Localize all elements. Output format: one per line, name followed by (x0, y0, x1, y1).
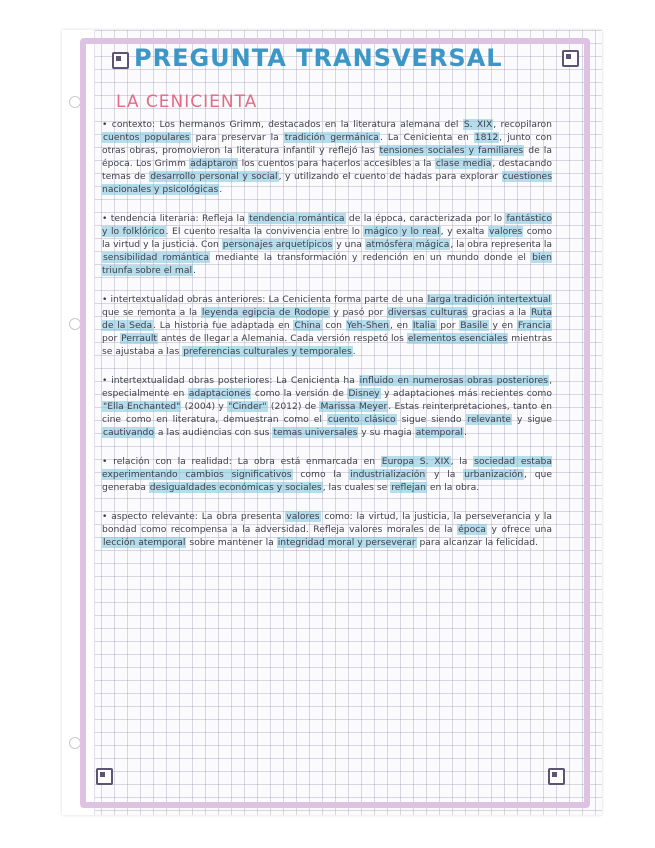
highlighted-text: cuentos populares (103, 132, 190, 143)
body-text: y ofrece una (486, 524, 553, 535)
highlighted-text: Italia (412, 320, 436, 331)
highlighted-text: China (294, 320, 321, 331)
punch-hole (69, 96, 81, 108)
highlighted-text: Yeh-Shen (346, 320, 389, 331)
notes-body (102, 118, 552, 565)
highlighted-text: Marissa Meyer (320, 401, 388, 412)
body-text: . (352, 346, 356, 357)
bullet-icon: • (102, 213, 111, 224)
highlighted-text: atmósfera mágica (365, 239, 450, 250)
body-text: antes de llegar a Alemania. Cada versión respetó los (158, 333, 407, 344)
body-text: Refleja la (198, 213, 249, 224)
highlighted-text: desigualdades económicas y sociales (149, 482, 322, 493)
highlighted-text: sociedad estaba experimentando cambios significativos (102, 456, 552, 480)
note-section (102, 118, 552, 196)
section-label: relación con la realidad: (113, 456, 232, 467)
body-text: . El cuento resalta la convivencia entre lo (165, 226, 364, 237)
body-text: como: la virtud, la justicia, la perseverancia y la bondad como recompensa a la adversidad. Refleja valores morales de la (102, 511, 552, 535)
body-text: . (463, 427, 467, 438)
body-text: para alcanzar la felicidad. (416, 537, 538, 548)
body-text: La obra está enmarcada en (231, 456, 381, 467)
body-text: (2012) de (267, 401, 320, 412)
body-text: La Cenicienta ha (272, 375, 359, 386)
body-text: La obra presenta (197, 511, 286, 522)
highlighted-text: adaptaron (190, 158, 238, 169)
body-text: . Estas reinterpretaciones, tanto en cine como en literatura, demuestran como el (102, 401, 552, 425)
highlighted-text: valores (488, 226, 523, 237)
body-text: Los hermanos Grimm, destacados en la literatura alemana del (155, 119, 463, 130)
highlighted-text: Europa S. XIX (381, 456, 450, 467)
body-text: y la (426, 469, 464, 480)
body-text: , que generaba (102, 469, 552, 493)
highlighted-text: urbanización (464, 469, 524, 480)
highlighted-text: sensibilidad romántica (103, 252, 209, 263)
highlighted-text: clase media (435, 158, 492, 169)
highlighted-text: tradición germánica (284, 132, 379, 143)
body-text: y su magia (358, 427, 415, 438)
page-subtitle: LA CENICIENTA (116, 92, 258, 112)
section-label: contexto: (111, 119, 156, 130)
body-text: en la obra. (426, 482, 480, 493)
section-label: intertextualidad obras posteriores: (111, 375, 273, 386)
bullet-icon: • (102, 456, 114, 467)
highlighted-text: larga tradición intertextual (427, 294, 551, 305)
body-text: y una (333, 239, 365, 250)
highlighted-text: fantástico y lo folklórico (102, 213, 552, 237)
corner-marker-icon (562, 50, 579, 67)
body-text: con (321, 320, 346, 331)
body-text: , y utilizando el cuento de hadas para explorar (278, 171, 502, 182)
body-text: por (436, 320, 460, 331)
body-text: , y exalta (440, 226, 488, 237)
section-label: tendencia literaria: (110, 213, 199, 224)
highlighted-text: diversas culturas (387, 307, 468, 318)
section-label: intertextualidad obras anteriores: (110, 294, 266, 305)
highlighted-text: Francia (517, 320, 551, 331)
note-section (102, 293, 552, 358)
body-text: a las audiencias con sus (155, 427, 273, 438)
body-text: , la obra representa la (450, 239, 552, 250)
section-label: aspecto relevante: (111, 511, 198, 522)
highlighted-text: "Ella Enchanted" (103, 401, 181, 412)
highlighted-text: elementos esenciales (407, 333, 508, 344)
highlighted-text: bien triunfa sobre el mal (102, 252, 552, 276)
highlighted-text: Ruta de la Seda (102, 307, 552, 331)
body-text: como la (292, 469, 350, 480)
binding-strip (62, 30, 95, 815)
body-text: gracias a la (468, 307, 530, 318)
highlighted-text: relevante (467, 414, 511, 425)
body-text: mientras se ajustaba a las (102, 333, 552, 357)
corner-marker-icon (96, 768, 113, 785)
highlighted-text: "Cinder" (228, 401, 267, 412)
body-text: como la versión de (251, 388, 348, 399)
body-text: . La historia fue adaptada en (153, 320, 294, 331)
punch-hole (69, 737, 81, 749)
highlighted-text: temas universales (273, 427, 358, 438)
body-text: los cuentos para hacerlos accesibles a la (238, 158, 435, 169)
body-text: y pasó por (329, 307, 387, 318)
body-text: de la época. Los Grimm (102, 145, 552, 169)
body-text: y en (488, 320, 517, 331)
bullet-icon: • (102, 119, 112, 130)
highlighted-text: S. XIX (463, 119, 493, 130)
highlighted-text: Disney (348, 388, 380, 399)
highlighted-text: valores (286, 511, 320, 522)
highlighted-text: adaptaciones (188, 388, 251, 399)
body-text: , especialmente en (102, 375, 553, 399)
body-text: , la (450, 456, 474, 467)
highlighted-text: lección atemporal (103, 537, 186, 548)
highlighted-text: industrialización (350, 469, 426, 480)
note-section (102, 455, 552, 494)
highlighted-text: mágico y lo real (364, 226, 440, 237)
corner-marker-icon (548, 768, 565, 785)
body-text: sobre mantener la (186, 537, 277, 548)
body-text: , destacando temas de (102, 158, 552, 182)
highlighted-text: Perrault (121, 333, 158, 344)
body-text: (2004) y (181, 401, 228, 412)
bullet-icon: • (102, 375, 112, 386)
highlighted-text: cautivando (103, 427, 155, 438)
body-text: , en (389, 320, 412, 331)
bullet-icon: • (102, 511, 112, 522)
highlighted-text: Basile (460, 320, 488, 331)
page-title: PREGUNTA TRANSVERSAL (134, 44, 503, 72)
highlighted-text: leyenda egipcia de Rodope (201, 307, 329, 318)
note-section (102, 510, 552, 549)
body-text: mediante la transformación y redención en un mundo donde el (209, 252, 532, 263)
body-text: . La Cenicienta en (379, 132, 474, 143)
body-text: y sigue (512, 414, 552, 425)
highlighted-text: integridad moral y perseverar (277, 537, 416, 548)
body-text: sigue siendo (396, 414, 467, 425)
bullet-icon: • (102, 294, 111, 305)
body-text: como la virtud y la justicia. Con (102, 226, 552, 250)
note-section (102, 212, 552, 277)
body-text: que se remonta a la (102, 307, 201, 318)
highlighted-text: desarrollo personal y social (150, 171, 278, 182)
highlighted-text: cuento clásico (327, 414, 396, 425)
highlighted-text: personajes arquetípicos (222, 239, 333, 250)
body-text: para preservar la (190, 132, 284, 143)
highlighted-text: influido en numerosas obras posteriores (359, 375, 549, 386)
highlighted-text: cuestiones nacionales y psicológicas (102, 171, 552, 195)
corner-marker-icon (112, 52, 129, 69)
highlighted-text: 1812 (474, 132, 499, 143)
body-text: por (102, 333, 121, 344)
highlighted-text: atemporal (415, 427, 463, 438)
body-text: y adaptaciones más recientes como (380, 388, 552, 399)
body-text: , las cuales se (322, 482, 391, 493)
highlighted-text: época (458, 524, 486, 535)
body-text: de la época, caracterizada por lo (345, 213, 506, 224)
highlighted-text: preferencias culturales y temporales (183, 346, 352, 357)
body-text: , junto con otras obras, promovieron la literatura infantil y reflejó las (102, 132, 552, 156)
highlighted-text: tensiones sociales y familiares (379, 145, 524, 156)
body-text: . (219, 184, 223, 195)
body-text: La Cenicienta forma parte de una (265, 294, 427, 305)
body-text: . (193, 265, 196, 276)
body-text: , recopilaron (493, 119, 552, 130)
punch-hole (69, 318, 81, 330)
note-section (102, 374, 552, 439)
highlighted-text: reflejan (391, 482, 426, 493)
highlighted-text: tendencia romántica (249, 213, 345, 224)
